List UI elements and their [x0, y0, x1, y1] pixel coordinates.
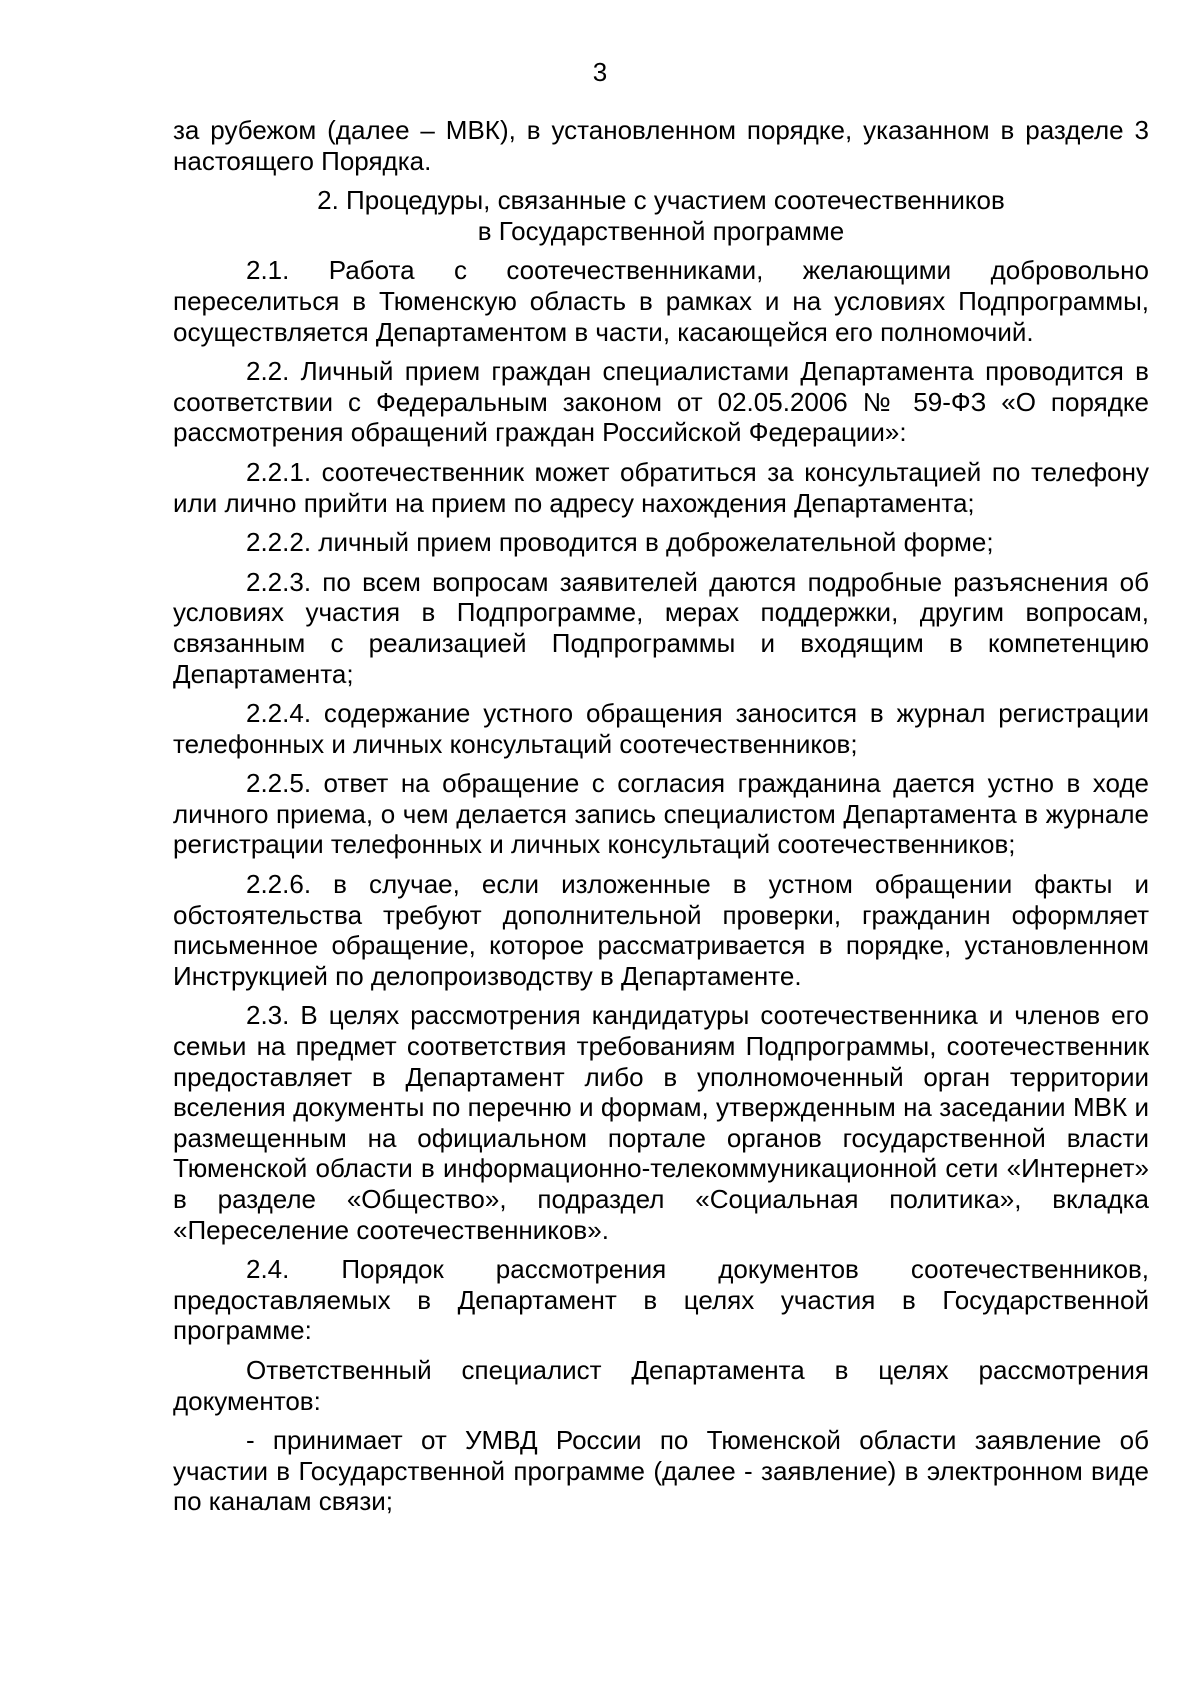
- section-heading-line: 2. Процедуры, связанные с участием соотечественников: [317, 185, 1005, 216]
- paragraph: 2.1. Работа с соотечественниками, желающими добровольно переселиться в Тюменскую область в рамках и на условиях Подпрограммы, осуществляется Департаментом в части, касающейся его полномочий.: [173, 255, 1149, 347]
- paragraph: 2.2.1. соотечественник может обратиться за консультацией по телефону или лично прийти на прием по адресу нахождения Департамента;: [173, 456, 1149, 518]
- paragraph: Ответственный специалист Департамента в целях рассмотрения документов:: [173, 1354, 1149, 1416]
- paragraph: 2.2.3. по всем вопросам заявителей даются подробные разъяснения об условиях участия в Подпрограмме, мерах поддержки, другим вопросам, связанным с реализацией Подпрограммы и входящим в компетенцию Департамента;: [173, 566, 1149, 689]
- section-heading-line: в Государственной программе: [477, 215, 845, 246]
- section-heading: [173, 185, 1149, 246]
- paragraph: за рубежом (далее – МВК), в установленном порядке, указанном в разделе 3 настоящего Порядка.: [173, 115, 1149, 176]
- page-number: 3: [592, 57, 608, 87]
- paragraph: - принимает от УМВД России по Тюменской области заявление об участии в Государственной программе (далее - заявление) в электронном виде по каналам связи;: [173, 1425, 1149, 1517]
- paragraph: 2.2. Личный прием граждан специалистами Департамента проводится в соответствии с Федеральным законом от 02.05.2006 № 59-ФЗ «О порядке рассмотрения обращений граждан Российской Федерации»:: [173, 356, 1149, 448]
- paragraph: 2.4. Порядок рассмотрения документов соотечественников, предоставляемых в Департамент в целях участия в Государственной программе:: [173, 1254, 1149, 1346]
- document-body: [173, 115, 1149, 1526]
- paragraph: 2.2.5. ответ на обращение с согласия гражданина дается устно в ходе личного приема, о чем делается запись специалистом Департамента в журнале регистрации телефонных и личных консультаций соотечественников;: [173, 768, 1149, 860]
- paragraph: 2.2.2. личный прием проводится в доброжелательной форме;: [246, 527, 994, 558]
- paragraph: 2.2.6. в случае, если изложенные в устном обращении факты и обстоятельства требуют дополнительной проверки, гражданин оформляет письменное обращение, которое рассматривается в порядке, установленном Инструкцией по делопроизводству в Департаменте.: [173, 869, 1149, 991]
- paragraph: 2.2.4. содержание устного обращения заносится в журнал регистрации телефонных и личных консультаций соотечественников;: [173, 698, 1149, 759]
- paragraph: 2.3. В целях рассмотрения кандидатуры соотечественника и членов его семьи на предмет соответствия требованиям Подпрограммы, соотечественник предоставляет в Департамент либо в уполномоченный орган территории вселения документы по перечню и формам, утвержденным на заседании МВК и размещенным на официальном портале органов государственной власти Тюменской области в информационно-телекоммуникационной сети «Интернет» в разделе «Общество», подраздел «Социальная политика», вкладка «Переселение соотечественников».: [173, 1000, 1149, 1245]
